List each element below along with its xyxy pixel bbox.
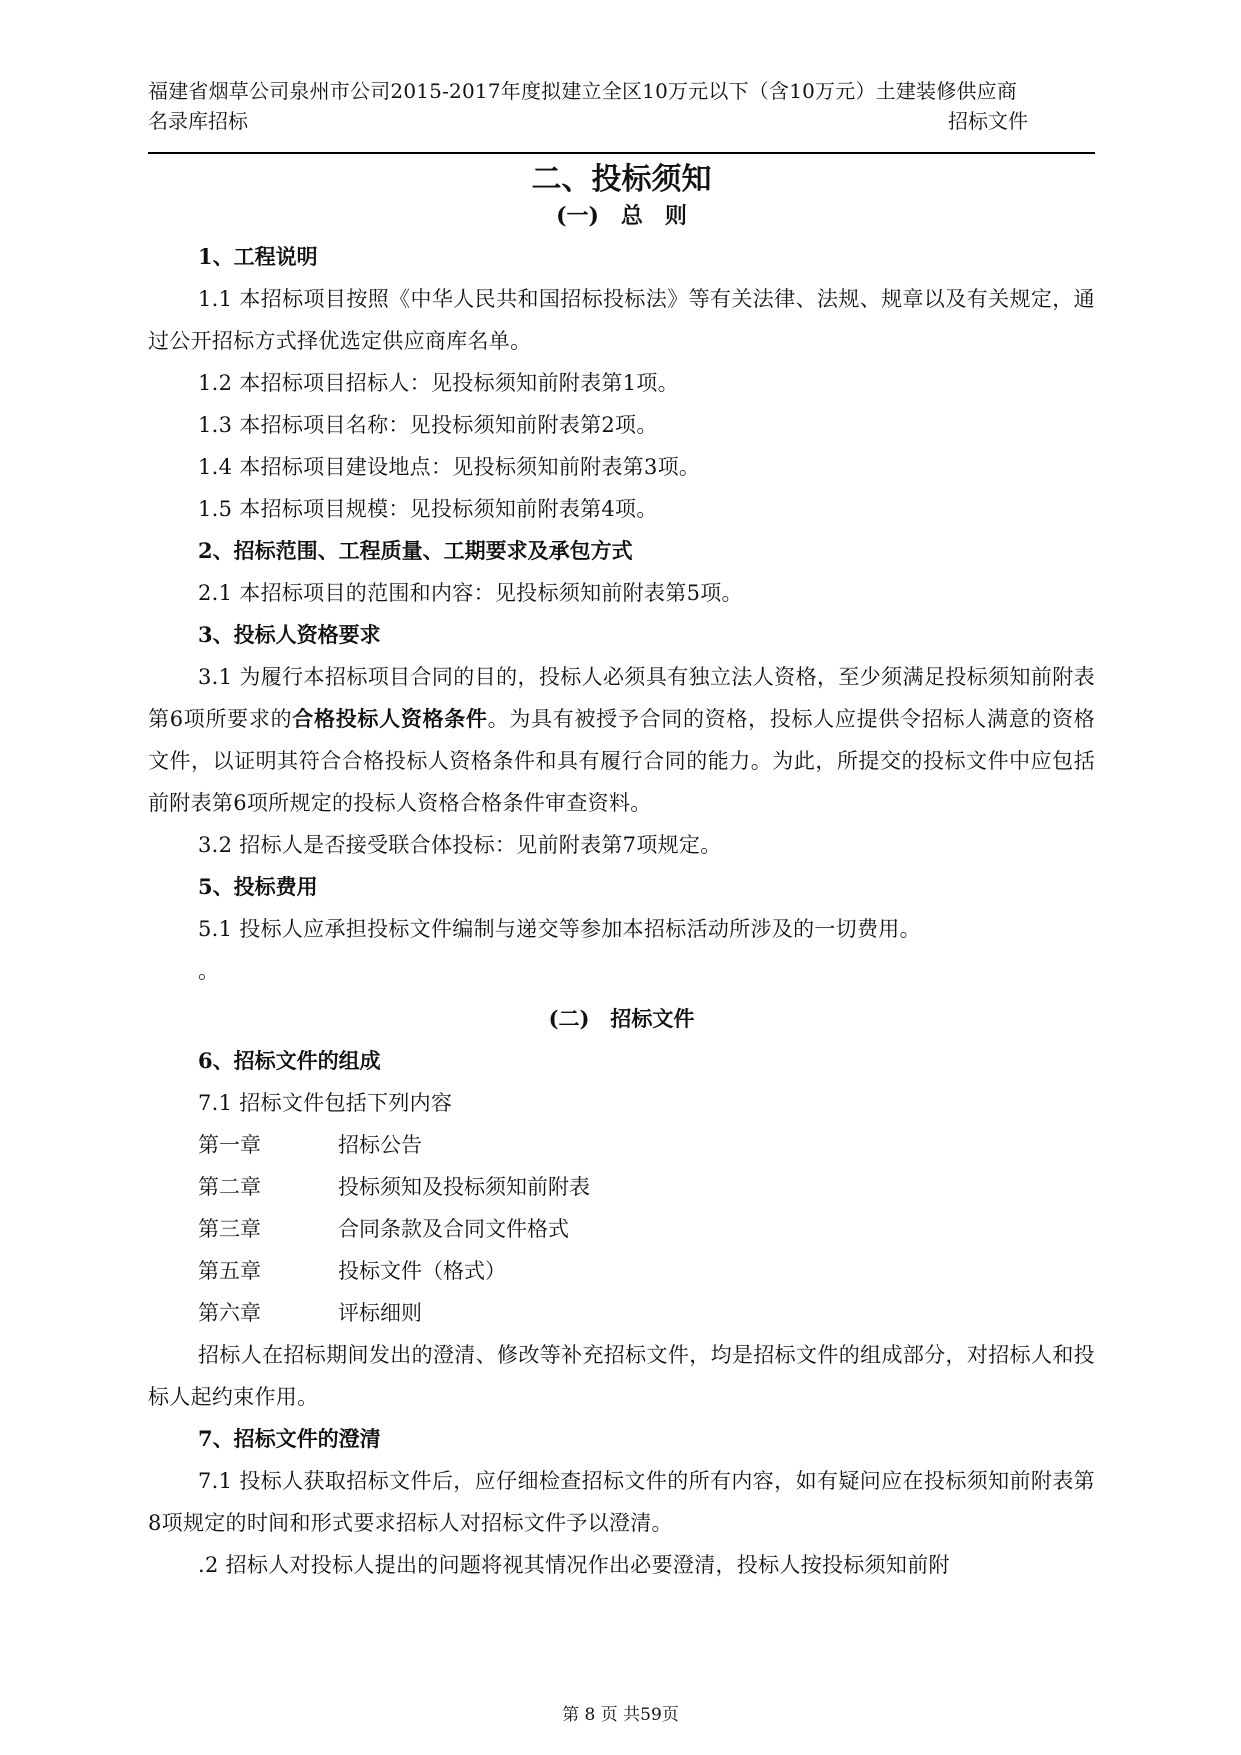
para-3-1 [148,656,1095,824]
chapter-name: 招标公告 [338,1133,422,1157]
document-body [148,160,1095,1586]
chapter-num: 第一章 [198,1133,261,1157]
chapter-item [148,1292,1095,1334]
chapter-name: 合同条款及合同文件格式 [338,1217,569,1241]
para-2-1: 2.1 本招标项目的范围和内容：见投标须知前附表第5项。 [198,581,743,605]
heading-7: 7、招标文件的澄清 [198,1426,381,1451]
para-3-1-b: 。为具有被授予合同的资格，投标人应提供令招标人满意的资格文件，以证明其符合合格投标人资格条件和具有履行合同的能力。为此，所提交的投标文件中应包括前附表第6项所规定的投标人资格合格条件审查资料。 [148,707,1095,815]
header-line1: 福建省烟草公司泉州市公司2015-2017年度拟建立全区10万元以下（含10万元）土建装修供应商 [148,79,1018,103]
chapter-name: 评标细则 [338,1301,422,1325]
para-1-2: 1.2 本招标项目招标人：见投标须知前附表第1项。 [198,371,679,395]
para-7-2: .2 招标人对投标人提出的问题将视其情况作出必要澄清，投标人按投标须知前附 [198,1553,950,1577]
chapter-num: 第三章 [198,1217,261,1241]
header-line2-right: 招标文件 [948,109,1028,133]
para-1-4: 1.4 本招标项目建设地点：见投标须知前附表第3项。 [198,455,701,479]
chapter-item [148,1124,1095,1166]
chapter-num: 第六章 [198,1301,261,1325]
para-3-1-bold: 合格投标人资格条件 [292,706,488,731]
para-3-1-a: 3.1 为履行本招标项目合同的目的，投标人必须具有独立法人资格，至少须满足投标须知前附表第6项所要求的 [148,665,1095,731]
page-header [148,76,1095,140]
para-5-1: 5.1 投标人应承担投标文件编制与递交等参加本招标活动所涉及的一切费用。 [198,917,921,941]
page-title: 二、投标须知 [531,162,712,197]
heading-5: 5、投标费用 [198,874,318,899]
part-2-heading: (二) 招标文件 [548,1006,695,1031]
para-6-2: 招标人在招标期间发出的澄清、修改等补充招标文件，均是招标文件的组成部分，对招标人和投标人起约束作用。 [148,1343,1095,1409]
para-1-5: 1.5 本招标项目规模：见投标须知前附表第4项。 [198,497,658,521]
chapter-item [148,1208,1095,1250]
header-line2-left: 名录库招标 [148,109,248,133]
heading-3: 3、投标人资格要求 [198,622,381,647]
para-6-1: 7.1 招标文件包括下列内容 [198,1091,453,1115]
page-footer: 第 8 页 共59页 [562,1705,679,1725]
para-7-1: 7.1 投标人获取招标文件后，应仔细检查招标文件的所有内容，如有疑问应在投标须知前附表第8项规定的时间和形式要求招标人对招标文件予以澄清。 [148,1469,1095,1535]
heading-2: 2、招标范围、工程质量、工期要求及承包方式 [198,538,633,563]
chapter-name: 投标文件（格式） [338,1259,506,1283]
chapter-item [148,1250,1095,1292]
chapter-item [148,1166,1095,1208]
chapter-name: 投标须知及投标须知前附表 [338,1175,590,1199]
para-1-3: 1.3 本招标项目名称：见投标须知前附表第2项。 [198,413,658,437]
chapter-num: 第二章 [198,1175,261,1199]
para-3-2: 3.2 招标人是否接受联合体投标：见前附表第7项规定。 [198,833,722,857]
heading-6: 6、招标文件的组成 [198,1048,381,1073]
section-subtitle: (一) 总 则 [556,203,687,229]
header-line2 [148,106,1095,140]
stray-dot: 。 [198,959,219,983]
chapter-num: 第五章 [198,1259,261,1283]
header-rule [148,152,1095,154]
heading-1: 1、工程说明 [198,244,318,269]
para-1-1: 1.1 本招标项目按照《中华人民共和国招标投标法》等有关法律、法规、规章以及有关规定，通过公开招标方式择优选定供应商库名单。 [148,287,1095,353]
